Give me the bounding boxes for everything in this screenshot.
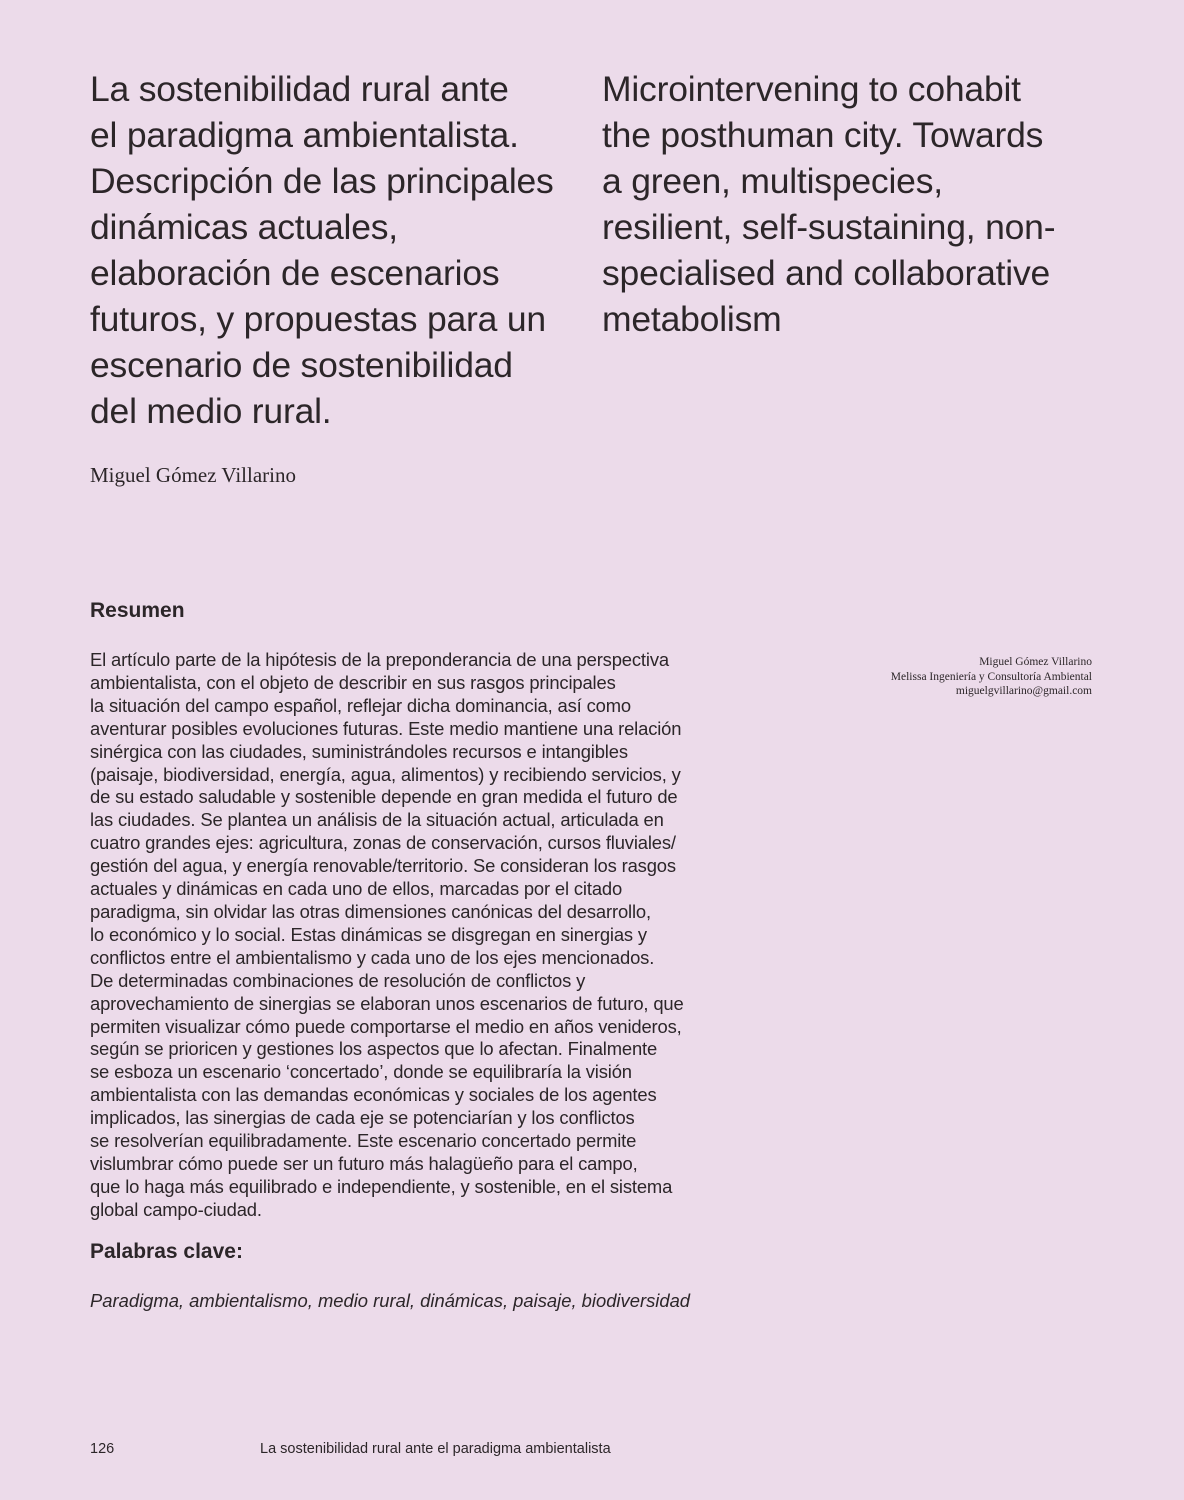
abstract-line: (paisaje, biodiversidad, energía, agua, alimentos) y recibiendo servicios, y: [90, 763, 681, 785]
abstract-line: ambientalista, con el objeto de describir en sus rasgos principales: [90, 671, 616, 693]
abstract-line: la situación del campo español, reflejar dicha dominancia, así como: [90, 694, 631, 716]
abstract-line: gestión del agua, y energía renovable/territorio. Se consideran los rasgos: [90, 855, 676, 877]
title-line: resilient, self-sustaining, non-: [602, 207, 1056, 247]
title-line: La sostenibilidad rural ante: [90, 69, 509, 109]
title-line: Descripción de las principales: [90, 161, 554, 201]
abstract-line: se esboza un escenario ‘concertado’, donde se equilibraría la visión: [90, 1061, 632, 1083]
abstract-line: implicados, las sinergias de cada eje se potenciarían y los conflictos: [90, 1107, 635, 1129]
abstract-line: actuales y dinámicas en cada uno de ellos, marcadas por el citado: [90, 878, 623, 900]
keywords-heading: Palabras clave:: [90, 1240, 243, 1263]
abstract-line: De determinadas combinaciones de resolución de conflictos y: [90, 969, 586, 991]
abstract-line: global campo-ciudad.: [90, 1198, 262, 1220]
title-line: escenario de sostenibilidad: [90, 345, 513, 385]
abstract-line: aventurar posibles evoluciones futuras. Este medio mantiene una relación: [90, 717, 682, 739]
abstract-line: cuatro grandes ejes: agricultura, zonas de conservación, cursos fluviales/: [90, 832, 676, 854]
affiliation-name: Miguel Gómez Villarino: [979, 656, 1092, 668]
running-title: La sostenibilidad rural ante el paradigma ambientalista: [260, 1441, 611, 1457]
abstract-body: [90, 649, 770, 1222]
abstract-line: las ciudades. Se plantea un análisis de la situación actual, articulada en: [90, 809, 664, 831]
abstract-line: lo económico y lo social. Estas dinámicas se disgregan en sinergias y: [90, 923, 647, 945]
abstract-line: permiten visualizar cómo puede comportarse el medio en años venideros,: [90, 1015, 682, 1037]
title-english: [602, 66, 1102, 342]
affiliation-email: miguelgvillarino@gmail.com: [955, 685, 1092, 697]
author-affiliation: [891, 655, 1092, 699]
title-line: a green, multispecies,: [602, 161, 943, 201]
keywords-text: Paradigma, ambientalismo, medio rural, dinámicas, paisaje, biodiversidad: [90, 1290, 691, 1311]
abstract-line: ambientalista con las demandas económicas y sociales de los agentes: [90, 1084, 657, 1106]
title-line: futuros, y propuestas para un: [90, 299, 546, 339]
abstract-line: El artículo parte de la hipótesis de la preponderancia de una perspectiva: [90, 649, 669, 670]
abstract-line: paradigma, sin olvidar las otras dimensiones canónicas del desarrollo,: [90, 900, 651, 922]
title-line: del medio rural.: [90, 391, 332, 431]
abstract-line: que lo haga más equilibrado e independiente, y sostenible, en el sistema: [90, 1175, 673, 1197]
page-number: 126: [90, 1441, 115, 1457]
abstract-line: según se prioricen y gestiones los aspectos que lo afectan. Finalmente: [90, 1038, 658, 1060]
abstract-line: sinérgica con las ciudades, suministrándoles recursos e intangibles: [90, 740, 628, 762]
title-line: el paradigma ambientalista.: [90, 115, 519, 155]
author-name: Miguel Gómez Villarino: [90, 463, 296, 487]
abstract-line: aprovechamiento de sinergias se elaboran unos escenarios de futuro, que: [90, 992, 684, 1014]
abstract-line: vislumbrar cómo puede ser un futuro más halagüeño para el campo,: [90, 1152, 638, 1174]
title-line: dinámicas actuales,: [90, 207, 398, 247]
abstract-line: de su estado saludable y sostenible depende en gran medida el futuro de: [90, 786, 678, 808]
title-line: elaboración de escenarios: [90, 253, 500, 293]
abstract-line: se resolverían equilibradamente. Este escenario concertado permite: [90, 1130, 637, 1152]
title-line: specialised and collaborative: [602, 253, 1051, 293]
abstract-line: conflictos entre el ambientalismo y cada uno de los ejes mencionados.: [90, 946, 655, 968]
title-line: the posthuman city. Towards: [602, 115, 1044, 155]
abstract-heading: Resumen: [90, 599, 185, 622]
title-line: Microintervening to cohabit: [602, 69, 1021, 109]
affiliation-organization: Melissa Ingeniería y Consultoría Ambiental: [890, 670, 1092, 683]
title-line: metabolism: [602, 299, 782, 339]
title-spanish: [90, 66, 590, 434]
